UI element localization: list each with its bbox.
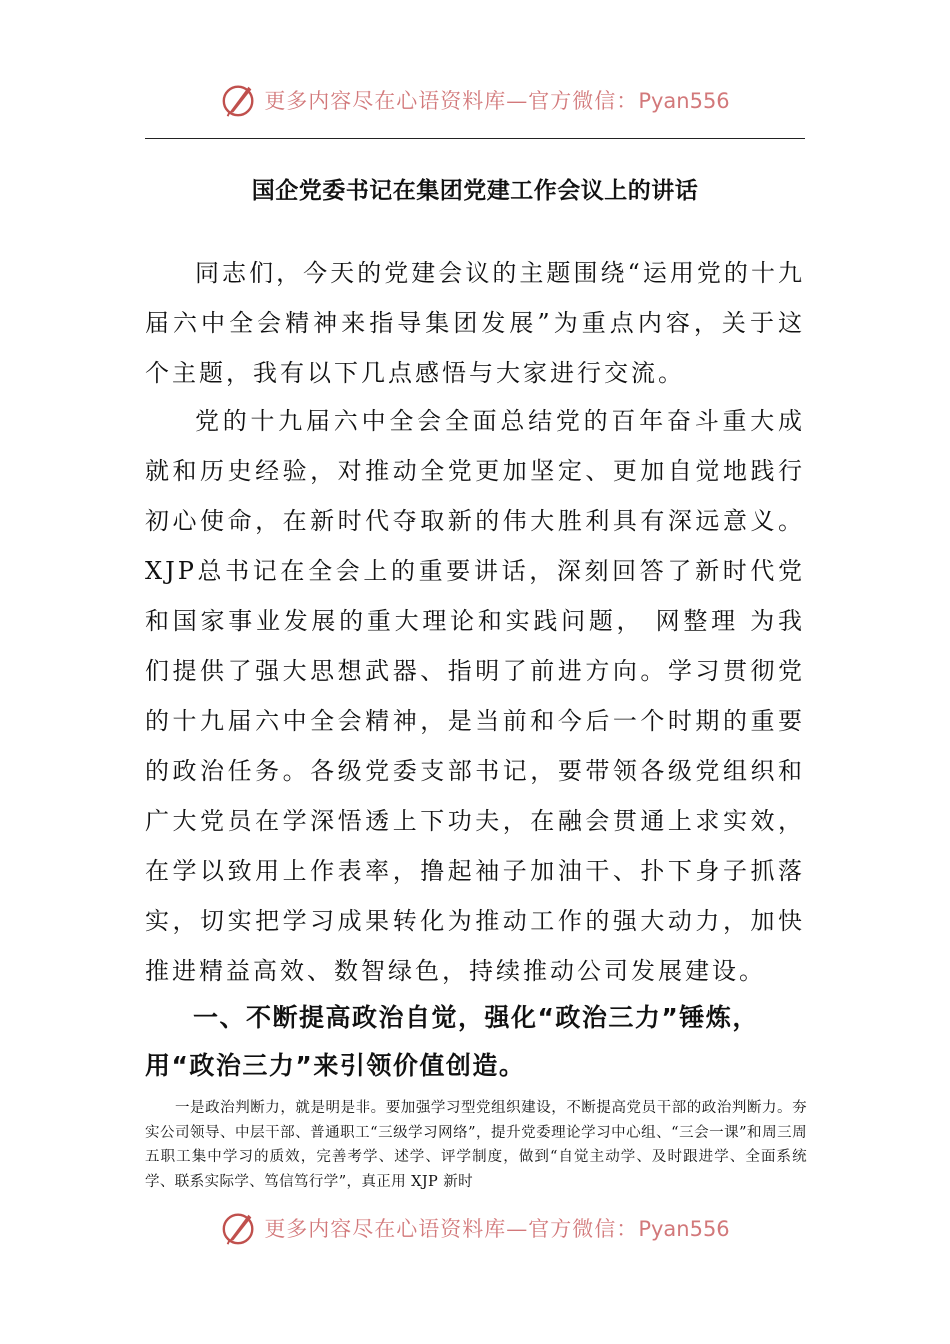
banner-text: 更多内容尽在心语资料库—官方微信：Pyan556 (264, 1217, 730, 1241)
paragraph-small: 一是政治判断力，就是明是非。要加强学习型党组织建设，不断提高党员干部的政治判断力。夯实公司领导、中层干部、普通职工“三级学习网络”，提升党委理论学习中心组、“三会一课”和周三周五职工集中学习的质效，完善考学、述学、评学制度，做到“自觉主动学、及时跟进学、全面系统学、联系实际学、笃信笃行学”，真正用 XJP 新时 (145, 1100, 807, 1190)
quill-pen-logo-icon (220, 81, 258, 119)
quill-pen-logo-icon (220, 1209, 258, 1247)
paragraph-main: 党的十九届六中全会全面总结党的百年奋斗重大成就和历史经验，对推动全党更加坚定、更加自觉地践行初心使命，在新时代夺取新的伟大胜利具有深远意义。XJP总书记在全会上的重要讲话，深刻回答了新时代党和国家事业发展的重大理论和实践问题， 网整理 为我们提供了强大思想武器、指明了前进方向。学习贯彻党的十九届六中全会精神，是当前和今后一个时期的重要的政治任务。各级党委支部书记，要带领各级党组织和广大党员在学深悟透上下功夫，在融会贯通上求实效，在学以致用上作表率，撸起袖子加油干、扑下身子抓落实，切实把学习成果转化为推动工作的强大动力，加快推进精益高效、数智绿色，持续推动公司发展建设。 (145, 407, 805, 985)
paragraph-intro: 同志们，今天的党建会议的主题围绕“运用党的十九届六中全会精神来指导集团发展”为重点内容，关于这个主题，我有以下几点感悟与大家进行交流。 (145, 259, 805, 387)
wechat-id: Pyan556 (638, 89, 730, 113)
banner-text: 更多内容尽在心语资料库—官方微信：Pyan556 (264, 89, 730, 113)
header-banner (0, 78, 950, 122)
wechat-id: Pyan556 (638, 1217, 730, 1241)
document-title: 国企党委书记在集团党建工作会议上的讲话 (251, 178, 699, 204)
footer-banner (0, 1206, 950, 1250)
header-divider (145, 138, 805, 139)
section-heading: 一、不断提高政治自觉，强化“政治三力”锤炼，用“政治三力”来引领价值创造。 (145, 1003, 759, 1080)
